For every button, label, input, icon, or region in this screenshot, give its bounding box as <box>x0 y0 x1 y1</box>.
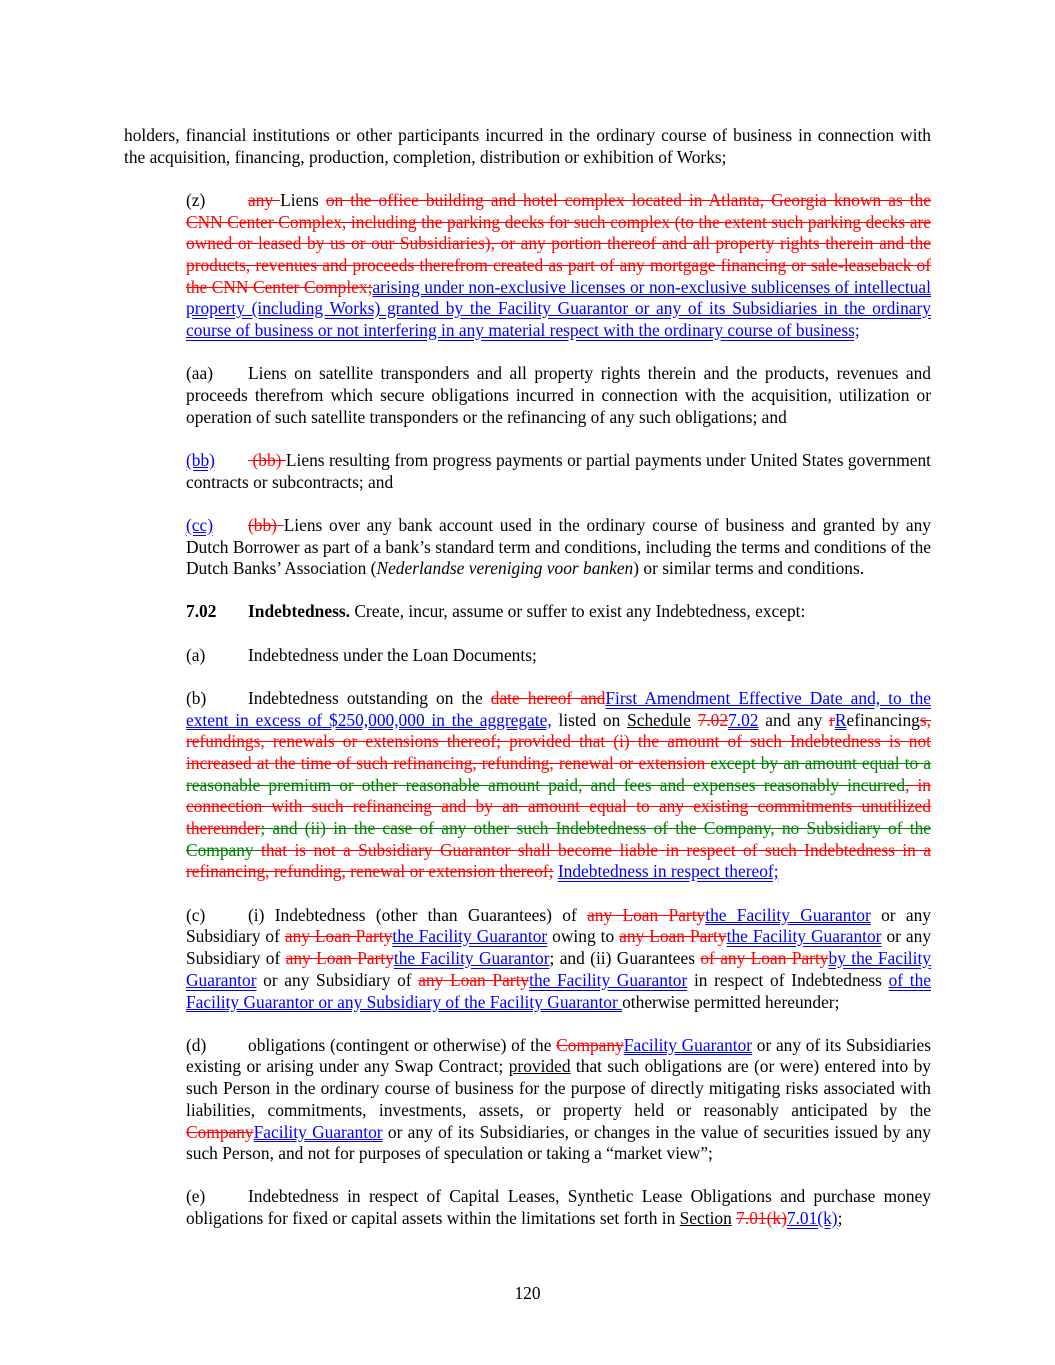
clause-number: (c) <box>186 904 206 925</box>
deleted-text: date hereof and <box>490 687 606 708</box>
deleted-text: (bb) <box>248 514 284 535</box>
moved-text: ; and (ii) in the case of any other such Indebtedness of the Company, no Subsidiary of the Company <box>186 818 931 860</box>
deleted-text: Company <box>186 1121 254 1142</box>
inserted-text: the Facility Guarantor <box>726 926 882 947</box>
deleted-text: any Loan Party <box>285 948 394 969</box>
document-body <box>124 125 931 1230</box>
deleted-text: Company <box>556 1034 624 1055</box>
deleted-text: any Loan Party <box>418 969 530 990</box>
deleted-text: (bb) <box>248 449 286 470</box>
intro-paragraph: holders, financial institutions or other participants incurred in the ordinary course of business in connection with the acquisition, financing, production, completion, distribution or exhibition of Works; <box>124 125 931 167</box>
provided-term: provided <box>508 1056 571 1077</box>
inserted-text: of the Facility Guarantor or any Subsidiary of the Facility Guarantor <box>186 969 931 1012</box>
deleted-text: that is not a Subsidiary Guarantor shall become liable in respect of such Indebtedness in a refinancing, refunding, renewal or extension thereof; <box>186 839 931 882</box>
clause-number: (bb) <box>186 449 215 470</box>
deleted-text: 7.02 <box>697 709 729 730</box>
clause-a: (a) Indebtedness under the Loan Documents; <box>186 644 537 665</box>
inserted-text: Facility Guarantor <box>253 1121 383 1142</box>
section-7-02-heading: 7.02 Indebtedness. Create, incur, assume or suffer to exist any Indebtedness, except: <box>186 601 806 622</box>
clause-z: (z) any Liens on the office building and hotel complex located in Atlanta, Georgia known as the CNN Center Complex, including the parking decks for such complex (to the extent such parking decks are owned or leased by us or our Subsidiaries), or any portion thereof and all property rights therein and the products, revenues and proceeds therefrom created as part of any mortgage financing or sale-leaseback of the CNN Center Complex;arising under non-exclusive licenses or non-exclusive sublicenses of intellectual property (including Works) granted by the Facility Guarantor or any of its Subsidiaries in the ordinary course of business or not interfering in any material respect with the ordinary course of business; <box>186 189 931 341</box>
inserted-text: 7.01(k) <box>786 1208 838 1229</box>
inserted-text: arising under non-exclusive licenses or non-exclusive sublicenses of intellectual property (including Works) granted by the Facility Guarantor or any of its Subsidiaries in the ordinary course of business or not interfering in any material respect with the ordinary course of business; <box>186 276 931 341</box>
clause-number: (cc) <box>186 514 214 535</box>
section-reference: Section <box>679 1208 732 1229</box>
deleted-text: , in connection with such refinancing and by an amount equal to any existing commitments unutilized thereunder <box>186 774 931 839</box>
clause-number: (d) <box>186 1034 207 1055</box>
moved-text: except by an amount equal to a reasonable premium or other reasonable amount paid, and fees and expenses reasonably incurred <box>186 752 931 795</box>
clause-cc: (cc) (bb) Liens over any bank account used in the ordinary course of business and granted by any Dutch Borrower as part of a bank’s standard term and conditions, including the terms and conditions of the Dutch Banks’ Association (Nederlandse vereniging voor banken) or similar terms and conditions. <box>186 514 931 579</box>
italic-text: Nederlandse vereniging voor banken <box>376 558 634 579</box>
section-title: Indebtedness. <box>248 601 350 622</box>
deleted-text: any <box>248 189 281 210</box>
inserted-text: by the Facility Guarantor <box>186 948 931 990</box>
inserted-text: the Facility Guarantor <box>529 969 688 990</box>
deleted-text: any Loan Party <box>284 926 393 947</box>
inserted-text: R <box>834 709 847 730</box>
clause-number: (b) <box>186 687 207 708</box>
deleted-text: any Loan Party <box>619 926 727 947</box>
inserted-text: First Amendment Effective Date and, to the extent in excess of $250,000,000 in the aggregate, <box>186 687 931 730</box>
clause-bb: (bb) (bb) Liens resulting from progress payments or partial payments under United States government contracts or subcontracts; and <box>186 449 931 492</box>
clause-b: (b) Indebtedness outstanding on the date hereof andFirst Amendment Effective Date and, to the extent in excess of $250,000,000 in the aggregate, listed on Schedule 7.027.02 and any rRefinancings, refundings, renewals or extensions thereof; provided that (i) the amount of such Indebtedness is not increased at the time of such refinancing, refunding, renewal or extension except by an amount equal to a reasonable premium or other reasonable amount paid, and fees and expenses reasonably incurred, in connection with such refinancing and by an amount equal to any existing commitments unutilized thereunder; and (ii) in the case of any other such Indebtedness of the Company, no Subsidiary of the Company that is not a Subsidiary Guarantor shall become liable in respect of such Indebtedness in a refinancing, refunding, renewal or extension thereof; Indebtedness in respect thereof; <box>186 687 931 882</box>
inserted-text: the Facility Guarantor <box>392 926 548 947</box>
clause-number: (e) <box>186 1186 206 1207</box>
schedule-reference: Schedule <box>627 709 691 730</box>
clause-number: (a) <box>186 644 206 665</box>
clause-c: (c) (i) Indebtedness (other than Guarantees) of any Loan Partythe Facility Guarantor or any Subsidiary of any Loan Partythe Facility Guarantor owing to any Loan Partythe Facility Guarantor or any Subsidiary of any Loan Partythe Facility Guarantor; and (ii) Guarantees of any Loan Partyby the Facility Guarantor or any Subsidiary of any Loan Partythe Facility Guarantor in respect of Indebtedness of the Facility Guarantor or any Subsidiary of the Facility Guarantor otherwise permitted hereunder; <box>186 904 932 1012</box>
deleted-text: r <box>829 709 835 730</box>
deleted-text: any Loan Party <box>587 904 706 925</box>
inserted-text: the Facility Guarantor <box>393 948 550 969</box>
clause-number: (aa) <box>186 363 214 384</box>
deleted-text: s, refundings, renewals or extensions thereof; <box>186 709 931 752</box>
deleted-text: provided <box>509 731 571 752</box>
inserted-text: Facility Guarantor <box>623 1034 753 1055</box>
inserted-text: Indebtedness in respect thereof; <box>557 861 779 882</box>
inserted-text: the Facility Guarantor <box>705 904 871 925</box>
page-number: 120 <box>514 1283 541 1303</box>
clause-number: (z) <box>186 189 206 210</box>
deleted-text: of any Loan Party <box>700 948 829 969</box>
inserted-text: 7.02 <box>728 709 759 730</box>
clause-d: (d) obligations (contingent or otherwise) of the CompanyFacility Guarantor or any of its Subsidiaries existing or arising under any Swap Contract; provided that such obligations are (or were) entered into by such Person in the ordinary course of business for the purpose of directly mitigating risks associated with liabilities, commitments, investments, assets, or property held or reasonably anticipated by the CompanyFacility Guarantor or any of its Subsidiaries, or changes in the value of securities issued by any such Person, and not for purposes of speculation or taking a “market view”; <box>186 1034 932 1164</box>
deleted-text: 7.01(k) <box>736 1208 787 1229</box>
deleted-text: that (i) the amount of such Indebtedness is not increased at the time of such refinancing, refunding, renewal or extension <box>186 731 931 773</box>
clause-e: (e) Indebtedness in respect of Capital Leases, Synthetic Lease Obligations and purchase money obligations for fixed or capital assets within the limitations set forth in Section 7.01(k)7.01(k); <box>186 1186 931 1229</box>
clause-aa: (aa) Liens on satellite transponders and all property rights therein and the products, revenues and proceeds therefrom which secure obligations incurred in connection with the acquisition, utilization or operation of such satellite transponders or the refinancing of any such obligations; and <box>186 363 931 427</box>
deleted-text: on the office building and hotel complex located in Atlanta, Georgia known as the CNN Center Complex, including the parking decks for such complex (to the extent such parking decks are owned or leased by us or our Subsidiaries), or any portion thereof and all property rights therein and the products, revenues and proceeds therefrom created as part of any mortgage financing or sale-leaseback of the CNN Center Complex; <box>186 189 931 297</box>
section-number: 7.02 <box>186 601 217 622</box>
